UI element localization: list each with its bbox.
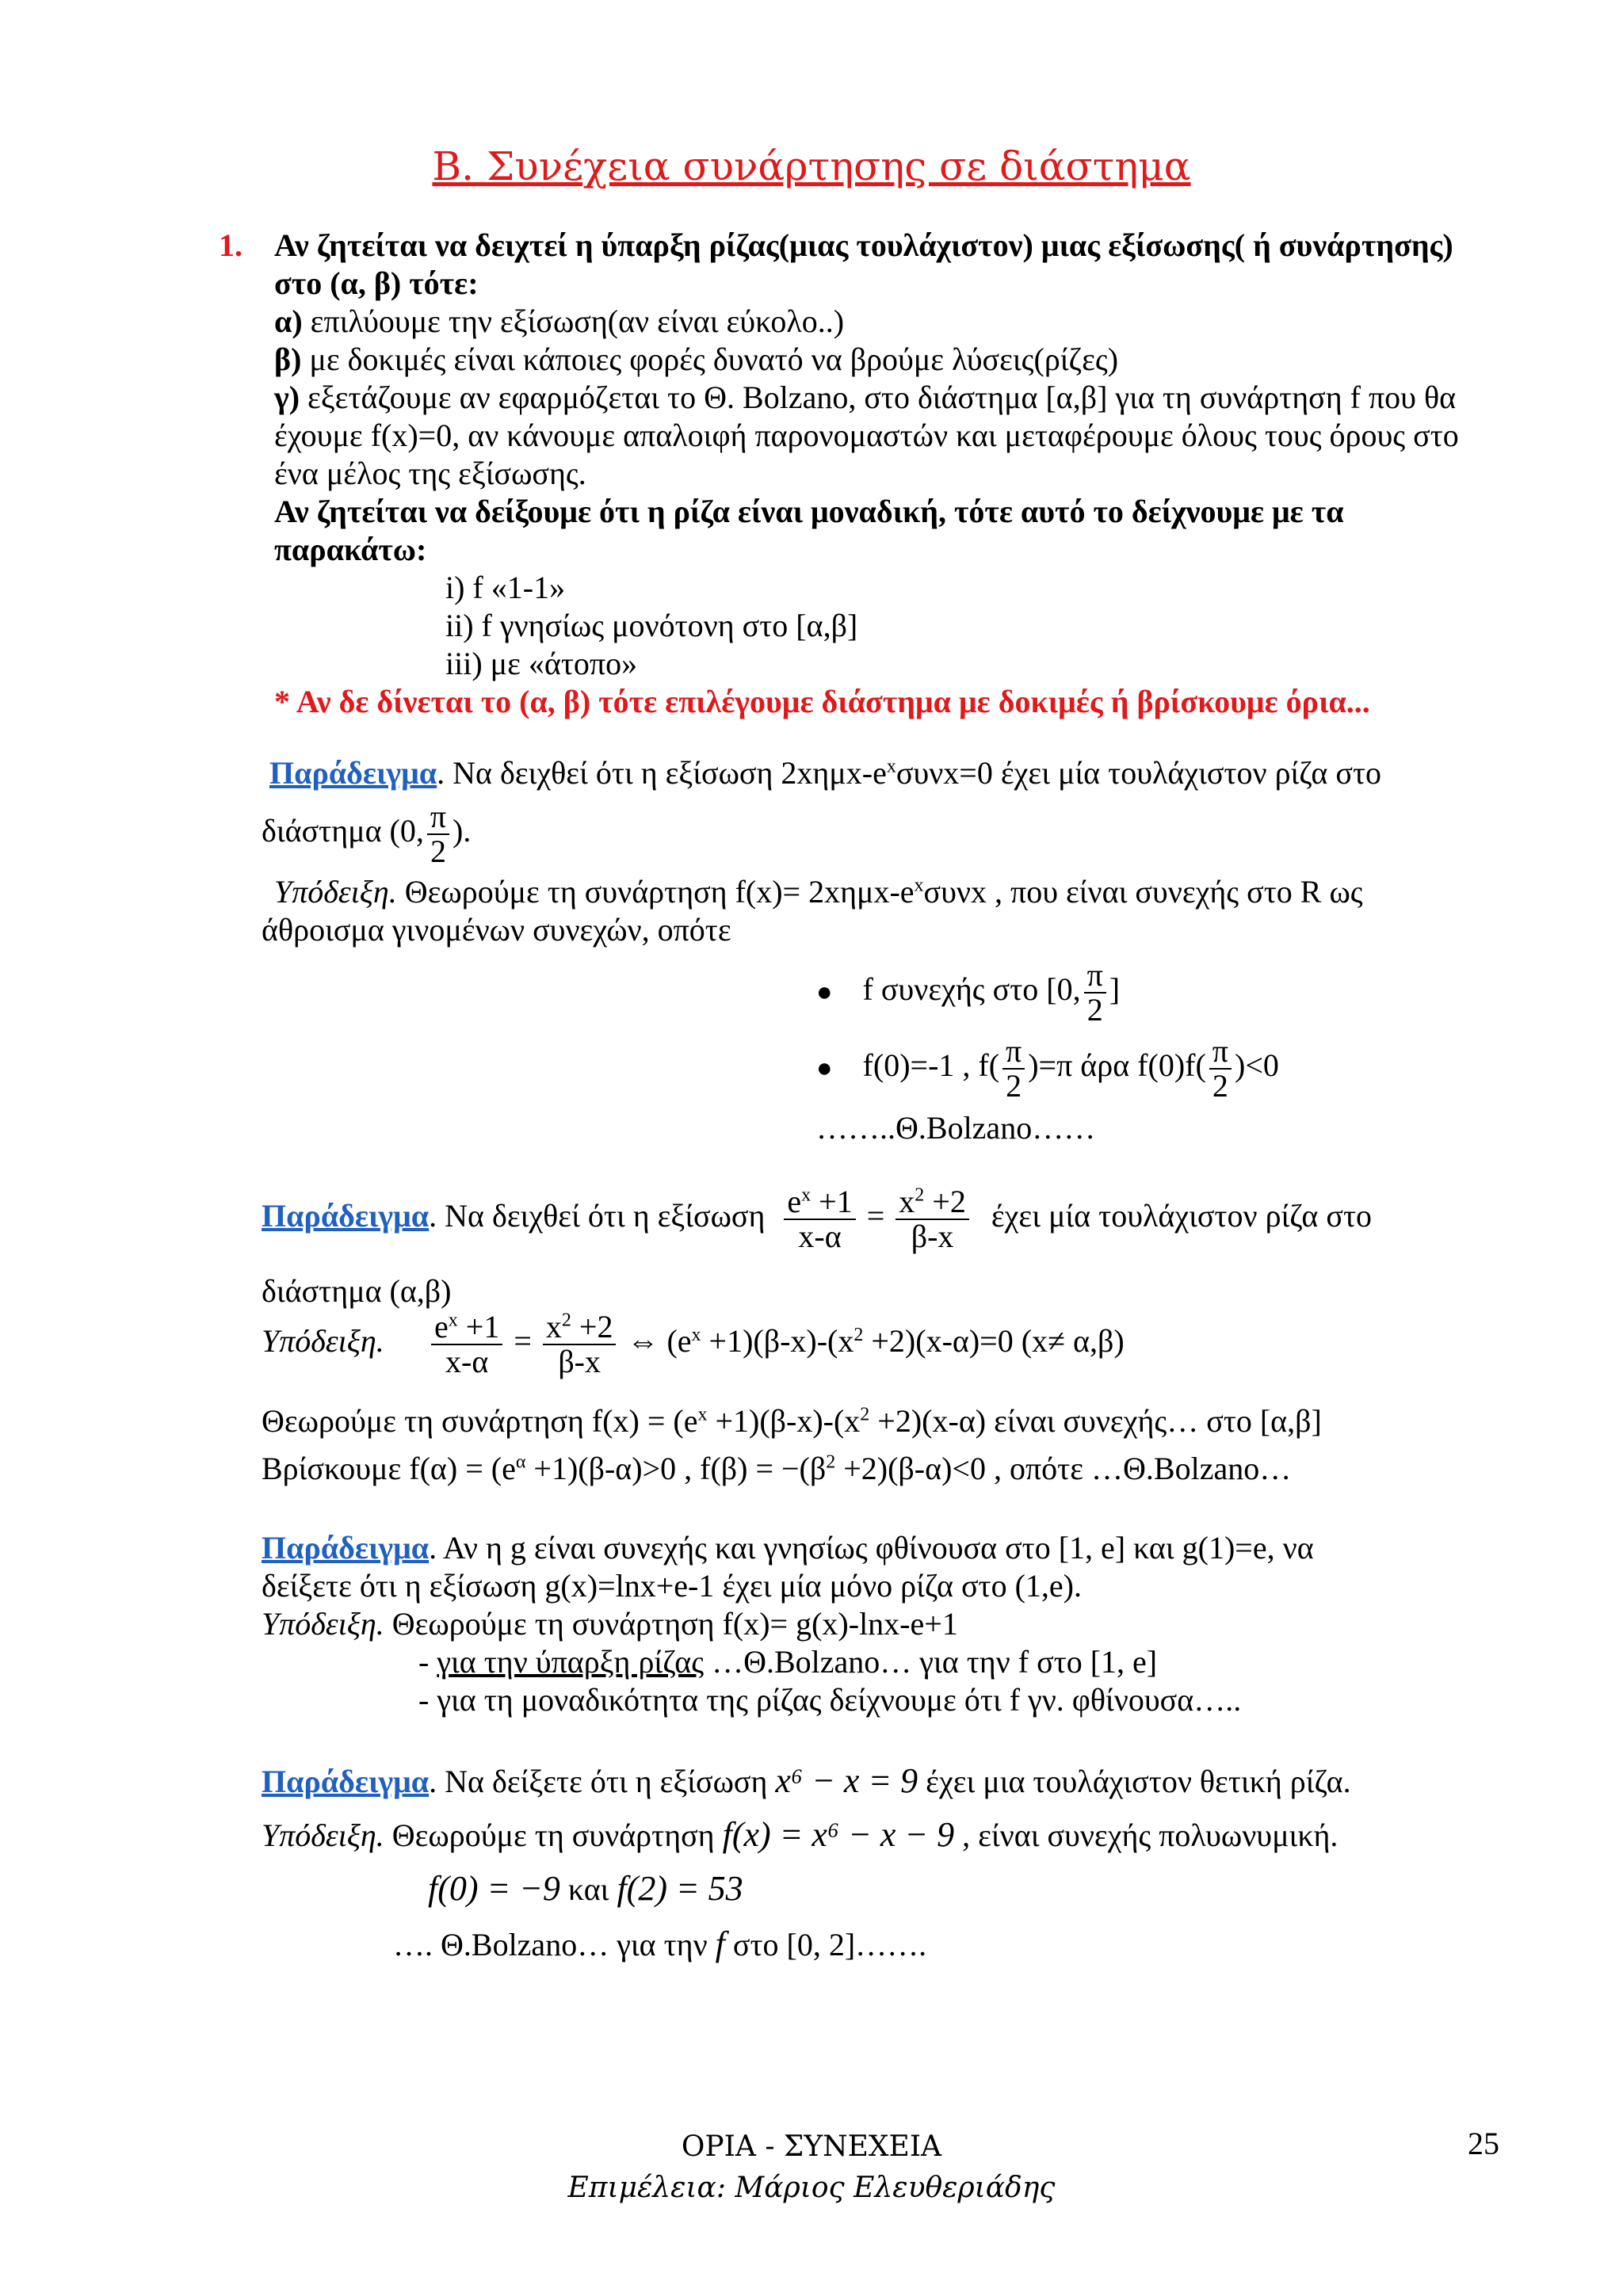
example-1-hint: Υπόδειξη. Θεωρούμε τη συνάρτηση $f(x)= 2x\eta\mu x-e^x\sigma\upsilon\nu x$ , που είναι συνεχής στο R ως [274, 874, 1363, 910]
footer-author: Επιμέλεια: Μάριος Ελευθεριάδης [567, 2172, 1056, 2204]
example-1-hint-line2: άθροισμα γινομένων συνεχών, οπότε [262, 912, 731, 948]
example-1-statement: Παράδειγμα. Να δειχθεί ότι η εξίσωση $2x\eta\mu x-e^x\sigma\upsilon\nu x=0$ έχει μία τουλάχιστον ρίζα στο [269, 755, 1382, 791]
example-4-statement: Παράδειγμα. Να δείξετε ότι η εξίσωση x⁶ − x = 9 έχει μια τουλάχιστον θετική ρίζα. [262, 1761, 1351, 1800]
method-c-line3: ένα μέλος της εξίσωσης. [274, 456, 586, 491]
section-heading-line1: Αν ζητείται να δειχτεί η ύπαρξη ρίζας(μιας τουλάχιστον) μιας εξίσωσης( ή συνάρτησης) [274, 227, 1453, 263]
example-4-conclusion: …. Θ.Bolzano… για την f στο [0, 2]……. [393, 1924, 927, 1963]
example-4-hint: Υπόδειξη. Θεωρούμε τη συνάρτηση f(x) = x⁶ − x − 9 , είναι συνεχής πολυωνυμική. [262, 1815, 1338, 1854]
section-heading-line2: στο (α, β) τότε: [274, 265, 479, 301]
example-2-interval: διάστημα (α,β) [262, 1273, 452, 1309]
example-1-bullet-1: ● f συνεχής στο [0, $\frac{\pi}{2}$ ] [816, 957, 1121, 1028]
section-number: 1. [219, 227, 242, 263]
example-1-bullet-2: ● f(0)=-1 , f( $\frac{\pi}{2}$ )=π άρα f(0)f( $\frac{\pi}{2}$ )<0 [816, 1033, 1279, 1104]
uniqueness-line1: Αν ζητείται να δείξουμε ότι η ρίζα είναι μοναδική, τότε αυτό το δείχνουμε με τα [274, 494, 1344, 529]
example-2-function: Θεωρούμε τη συνάρτηση $f(x) = (e^x +1)(\beta-x)-(x^2 +2)(x-\alpha)$ είναι συνεχής… στο [α,β] [262, 1403, 1322, 1439]
method-c: γ) εξετάζουμε αν εφαρμόζεται το Θ. Bolzano, στο διάστημα [α,β] για τη συνάρτηση f που θα [274, 379, 1457, 415]
example-1-interval: διάστημα (0, $\frac{\pi}{2}$ ). [262, 799, 472, 869]
method-b: β) με δοκιμές είναι κάποιες φορές δυνατό να βρούμε λύσεις(ρίζες) [274, 341, 1119, 377]
example-2-statement: Παράδειγμα. Να δειχθεί ότι η εξίσωση $\frac{e^x +1}{x-\alpha}$ = $\frac{x^2 +2}{\beta-x}$ έχει μία τουλάχιστον ρίζα στο [262, 1184, 1373, 1254]
uniqueness-item-ii: ii) f γνησίως μονότονη στο [α,β] [445, 608, 858, 643]
example-2-hint: Υπόδειξη. $\frac{e^x +1}{x-\alpha}$ = $\frac{x^2 +2}{\beta-x}$ ⇔ $(e^x +1)(\beta-x)-(x^2 +2)(x-\alpha)=0$ (x≠ α,β) [262, 1309, 1125, 1379]
uniqueness-line2: παρακάτω: [274, 532, 427, 567]
example-2-values: Βρίσκουμε $f(\alpha) = (e^\alpha +1)(\beta-\alpha)>0$ , $f(\beta) = -(\beta^2 +2)(\beta-\alpha)<0$ , οπότε …Θ.Bolzano… [262, 1451, 1292, 1486]
method-a: α) επιλύουμε την εξίσωση(αν είναι εύκολο..) [274, 303, 845, 339]
example-3-hint: Υπόδειξη. Θεωρούμε τη συνάρτηση f(x)= g(x)-lnx-e+1 [262, 1606, 958, 1642]
footer-title: ΟΡΙΑ - ΣΥΝΕΧΕΙΑ [681, 2130, 942, 2163]
example-4-values: f(0) = −9 και f(2) = 53 [428, 1869, 743, 1908]
page-title: Β. Συνέχεια συνάρτησης σε διάστημα [432, 143, 1191, 189]
page-number: 25 [1468, 2126, 1499, 2161]
example-3-uniqueness: - για τη μοναδικότητα της ρίζας δείχνουμε ότι f γν. φθίνουσα….. [418, 1682, 1242, 1718]
uniqueness-item-i: i) f «1-1» [445, 570, 566, 605]
uniqueness-item-iii: iii) με «άτοπο» [445, 646, 638, 681]
method-c-line2: έχουμε f(x)=0, αν κάνουμε απαλοιφή παρονομαστών και μεταφέρουμε όλους τους όρους στο [274, 418, 1459, 453]
example-3-statement-line2: δείξετε ότι η εξίσωση g(x)=lnx+e-1 έχει μία μόνο ρίζα στο (1,e). [262, 1568, 1082, 1604]
fraction-pi-over-2: $\frac{\pi}{2}$ [427, 800, 449, 868]
example-label: Παράδειγμα [269, 755, 437, 791]
example-3-statement: Παράδειγμα. Αν η g είναι συνεχής και γνησίως φθίνουσα στο [1, e] και g(1)=e, να [262, 1530, 1314, 1566]
example-3-existence: - για την ύπαρξη ρίζας …Θ.Bolzano… για την f στο [1, e] [418, 1644, 1158, 1680]
interval-note: * Αν δε δίνεται το (α, β) τότε επιλέγουμε διάστημα με δοκιμές ή βρίσκουμε όρια... [274, 684, 1370, 719]
example-1-conclusion: ……..Θ.Bolzano…… [816, 1110, 1096, 1146]
